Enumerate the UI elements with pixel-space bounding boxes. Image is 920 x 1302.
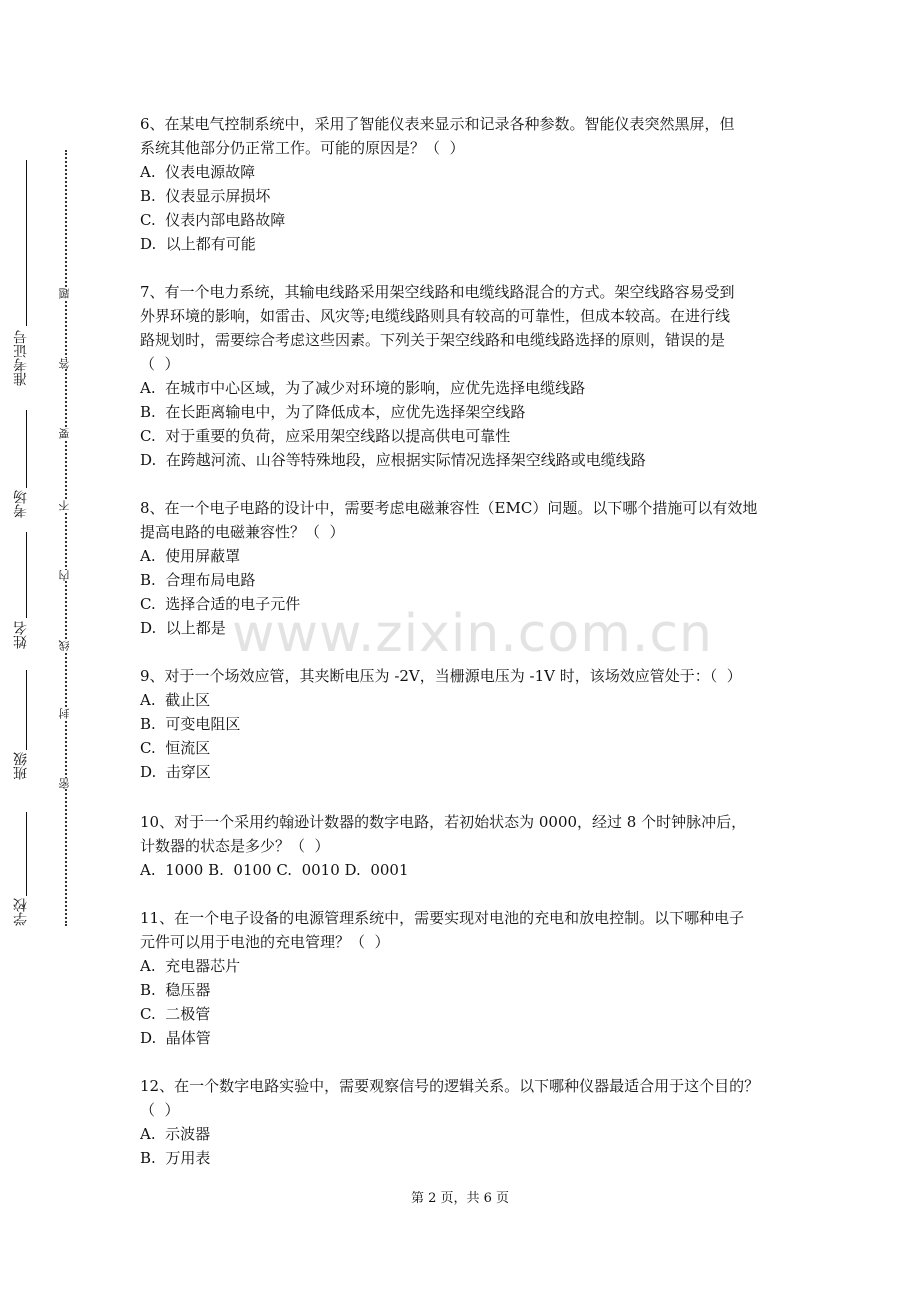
- question-10-options: A. 1000 B. 0100 C. 0010 D. 0001: [140, 861, 409, 879]
- question-11-option-d: D. 晶体管: [140, 1029, 211, 1047]
- field-exam-room-label: 考场: [13, 490, 29, 518]
- question-6-option-a: A. 仪表电源故障: [140, 163, 256, 181]
- field-name-label: 姓名: [13, 621, 29, 649]
- seal-dotted-line: [65, 150, 67, 926]
- question-11-line: 元件可以用于电池的充电管理？（ ）: [140, 933, 390, 951]
- question-9-option-d: D. 击穿区: [140, 763, 211, 781]
- question-11-option-b: B. 稳压器: [140, 981, 211, 999]
- field-class-line[interactable]: [26, 670, 27, 750]
- question-11-option-c: C. 二极管: [140, 1005, 211, 1023]
- question-8-line: 8、在一个电子电路的设计中，需要考虑电磁兼容性（EMC）问题。以下哪个措施可以有效地: [140, 499, 758, 517]
- field-class-label: 班级: [13, 752, 29, 780]
- question-6-line: 系统其他部分仍正常工作。可能的原因是？（ ）: [140, 139, 465, 157]
- question-7-line: 7、有一个电力系统，其输电线路采用架空线路和电缆线路混合的方式。架空线路容易受到: [140, 283, 735, 301]
- question-7-option-c: C. 对于重要的负荷，应采用架空线路以提高供电可靠性: [140, 427, 511, 445]
- question-6-option-c: C. 仪表内部电路故障: [140, 211, 286, 229]
- seal-char: 封: [58, 708, 71, 719]
- question-7-option-b: B. 在长距离输电中，为了降低成本，应优先选择架空线路: [140, 403, 526, 421]
- question-8-option-a: A. 使用屏蔽罩: [140, 547, 241, 565]
- field-exam-room-line[interactable]: [26, 410, 27, 488]
- question-9-option-b: B. 可变电阻区: [140, 715, 241, 733]
- question-7-option-d: D. 在跨越河流、山谷等特殊地段，应根据实际情况选择架空线路或电缆线路: [140, 451, 646, 469]
- seal-char: 答: [58, 358, 71, 369]
- field-admission-number-label: 准考证号: [13, 330, 29, 386]
- question-6-line: 6、在某电气控制系统中，采用了智能仪表来显示和记录各种参数。智能仪表突然黑屏，但: [140, 115, 735, 133]
- question-12-line: （ ）: [140, 1101, 180, 1119]
- question-10-line: 10、对于一个采用约翰逊计数器的数字电路，若初始状态为 0000，经过 8 个时钟脉冲后，: [140, 813, 747, 831]
- seal-char: 内: [58, 570, 71, 581]
- question-8-line: 提高电路的电磁兼容性？（ ）: [140, 523, 345, 541]
- question-6-option-d: D. 以上都有可能: [140, 235, 256, 253]
- question-8-option-b: B. 合理布局电路: [140, 571, 256, 589]
- question-12-line: 12、在一个数字电路实验中，需要观察信号的逻辑关系。以下哪种仪器最适合用于这个目的？: [140, 1077, 760, 1095]
- question-12-option-a: A. 示波器: [140, 1125, 211, 1143]
- field-school-label: 学校: [13, 898, 29, 926]
- seal-char: 密: [58, 778, 71, 789]
- question-9-option-c: C. 恒流区: [140, 739, 211, 757]
- seal-char: 线: [58, 640, 71, 651]
- question-10-line: 计数器的状态是多少？（ ）: [140, 837, 330, 855]
- seal-char: 要: [58, 428, 71, 439]
- question-9-option-a: A. 截止区: [140, 691, 211, 709]
- question-8-option-d: D. 以上都是: [140, 619, 226, 637]
- seal-char: 题: [58, 288, 71, 299]
- seal-char: 不: [58, 500, 71, 511]
- question-8-option-c: C. 选择合适的电子元件: [140, 595, 301, 613]
- question-6-option-b: B. 仪表显示屏损坏: [140, 187, 271, 205]
- question-7-option-a: A. 在城市中心区域，为了减少对环境的影响，应优先选择电缆线路: [140, 379, 586, 397]
- question-9-line: 9、对于一个场效应管，其夹断电压为 -2V，当栅源电压为 -1V 时，该场效应管处于：（ ）: [140, 667, 742, 685]
- field-name-line[interactable]: [26, 532, 27, 618]
- field-school-line[interactable]: [26, 812, 27, 896]
- question-12-option-b: B. 万用表: [140, 1149, 211, 1167]
- field-admission-number-line[interactable]: [26, 160, 27, 326]
- question-7-line: 外界环境的影响，如雷击、风灾等;电缆线路则具有较高的可靠性，但成本较高。在进行线: [140, 307, 731, 325]
- question-7-line: （ ）: [140, 355, 180, 373]
- watermark: www.zixin.com.cn: [232, 604, 713, 664]
- question-11-option-a: A. 充电器芯片: [140, 957, 241, 975]
- page-footer: 第 2 页，共 6 页: [410, 1191, 510, 1206]
- question-7-line: 路规划时，需要综合考虑这些因素。下列关于架空线路和电缆线路选择的原则，错误的是: [140, 331, 726, 349]
- question-11-line: 11、在一个电子设备的电源管理系统中，需要实现对电池的充电和放电控制。以下哪种电子: [140, 909, 745, 927]
